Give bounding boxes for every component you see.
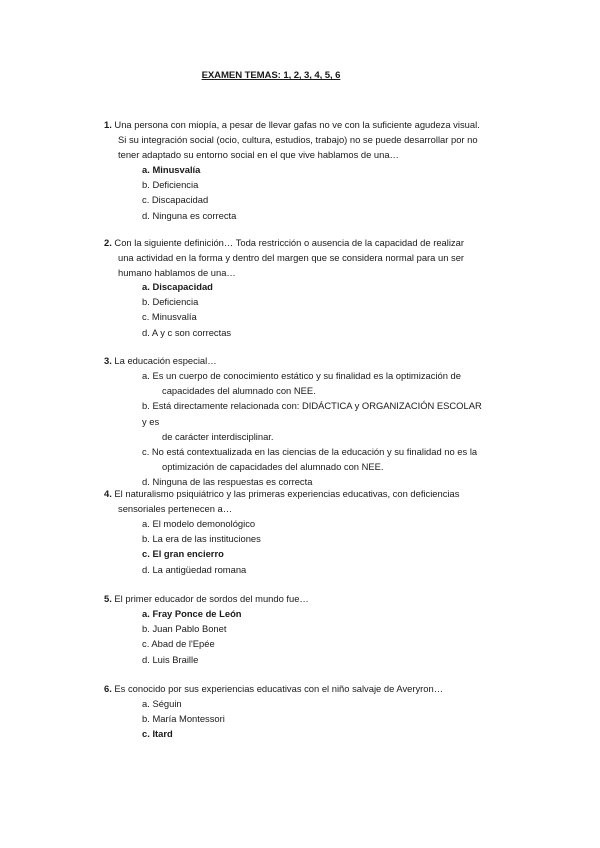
option-b: b. Está directamente relacionada con: DIDÁCTICA y ORGANIZACIÓN ESCOLAR y es de carácter interdisciplinar. — [142, 400, 482, 442]
option-a: a. Es un cuerpo de conocimiento estático y su finalidad es la optimización de capacidades del alumnado con NEE. — [142, 370, 461, 397]
option-b: b. María Montessori — [142, 713, 225, 725]
option-a: a. Minusvalía — [142, 164, 201, 175]
question-1 — [104, 117, 524, 163]
question-number: 5. — [104, 593, 112, 604]
question-number: 1. — [104, 119, 112, 130]
question-number: 6. — [104, 683, 112, 694]
option-d: d. A y c son correctas — [142, 326, 232, 338]
option-b: b. Juan Pablo Bonet — [142, 623, 227, 635]
question-text: Con la siguiente definición… Toda restricción o ausencia de la capacidad de realizar — [111, 237, 464, 248]
option-c: c. No está contextualizada en las ciencias de la educación y su finalidad no es la optimización de capacidades del alumnado con NEE. — [142, 446, 478, 473]
options-4 — [142, 516, 261, 577]
option-c: c. El gran encierro — [142, 548, 224, 560]
question-number: 2. — [104, 237, 112, 248]
question-text: Es conocido por sus experiencias educativas con el niño salvaje de Averyron… — [111, 683, 444, 694]
option-c: c. Abad de l'Epée — [142, 638, 215, 650]
option-c: c. Discapacidad — [142, 194, 209, 206]
question-2 — [104, 235, 524, 281]
option-d: d. La antigüedad romana — [142, 563, 247, 575]
option-c: c. Minusvalía — [142, 311, 197, 323]
options-2 — [142, 279, 231, 340]
question-6 — [104, 681, 524, 696]
question-4 — [104, 486, 524, 516]
option-d: d. Ninguna de las respuestas es correcta — [142, 476, 313, 488]
option-d: d. Luis Braille — [142, 653, 199, 665]
question-text: tener adaptado su entorno social en el que vive hablamos de una… — [118, 149, 399, 161]
question-text: Si su integración social (ocio, cultura, estudios, trabajo) no se puede desarrollar por no — [118, 134, 478, 146]
option-a: a. Séguin — [142, 698, 182, 709]
options-5 — [142, 606, 242, 667]
option-b: b. La era de las instituciones — [142, 533, 261, 545]
question-text: humano hablamos de una… — [118, 267, 236, 279]
options-6 — [142, 696, 225, 742]
question-text: La educación especial… — [111, 355, 217, 366]
question-text: El naturalismo psiquiátrico y las primeras experiencias educativas, con deficiencias — [111, 488, 460, 499]
option-b: b. Deficiencia — [142, 296, 199, 308]
option-b: b. Deficiencia — [142, 179, 199, 191]
option-a: a. Discapacidad — [142, 281, 213, 292]
question-3 — [104, 353, 524, 368]
question-number: 4. — [104, 488, 112, 499]
question-text: una actividad en la forma y dentro del margen que se considera normal para un ser — [118, 252, 465, 264]
exam-title: EXAMEN TEMAS: 1, 2, 3, 4, 5, 6 — [201, 70, 341, 81]
options-1 — [142, 162, 236, 223]
question-number: 3. — [104, 355, 112, 366]
question-text: Una persona con miopía, a pesar de llevar gafas no ve con la suficiente agudeza visual. — [111, 119, 480, 130]
options-3 — [142, 368, 487, 490]
option-c: c. Itard — [142, 728, 173, 740]
question-text: sensoriales pertenecen a… — [118, 503, 233, 515]
option-a: a. El modelo demonológico — [142, 518, 256, 529]
option-a: a. Fray Ponce de León — [142, 608, 242, 619]
option-d: d. Ninguna es correcta — [142, 209, 237, 221]
question-5 — [104, 591, 524, 606]
question-text: El primer educador de sordos del mundo fue… — [111, 593, 309, 604]
